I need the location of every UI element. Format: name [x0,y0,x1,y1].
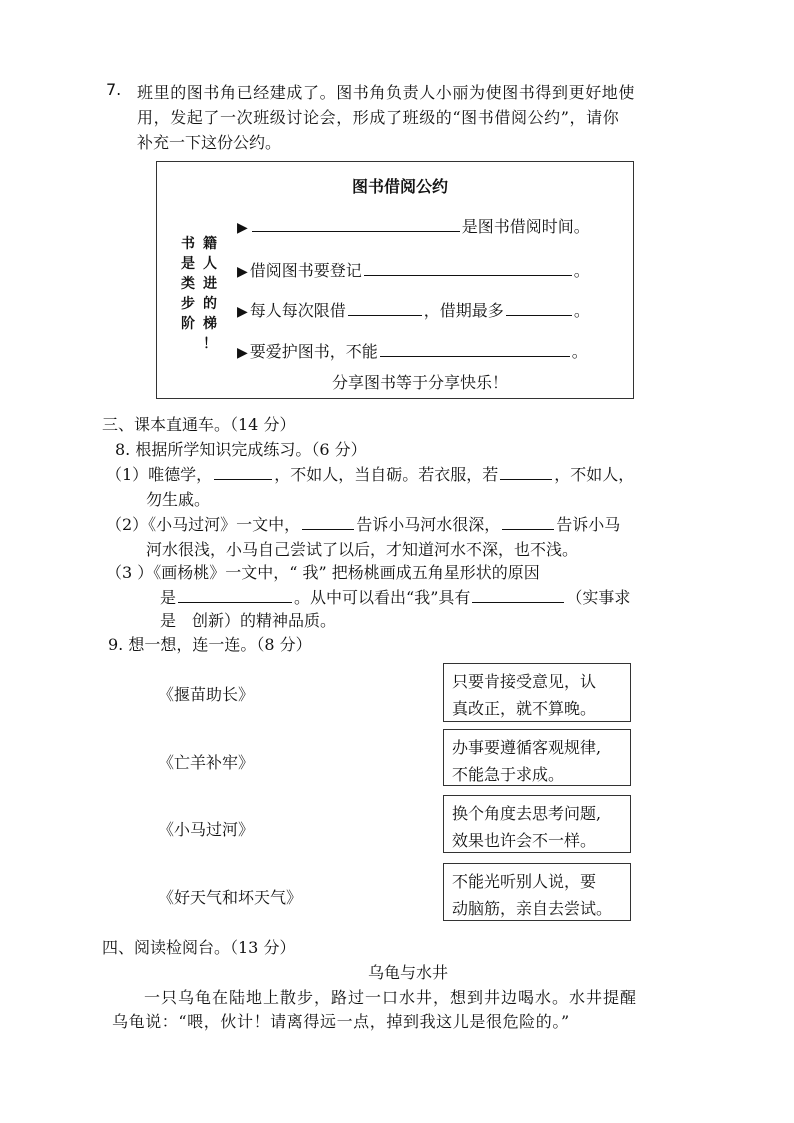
borrowing-rules-footer: 分享图书等于分享快乐！ [332,373,509,392]
q8-2-part-a: （2）《小马过河》一文中， [106,515,301,534]
borrowing-rules-box [156,161,634,399]
match-right-box[interactable] [443,729,631,786]
question-8-2-line-2: 河水很浅，小马自己尝试了以后，才知道河水不深，也不浅。 [146,540,579,559]
bullet-icon: ▶ [237,220,248,236]
fill-blank[interactable] [348,314,422,316]
q8-1-part-a: （1）唯德学， [106,465,213,484]
match-right-line: 效果也许会不一样。 [452,831,597,850]
fill-blank[interactable] [364,274,572,276]
fill-blank[interactable] [506,314,572,316]
question-8-3-line-2 [160,585,630,608]
fill-blank[interactable] [178,601,292,603]
rule-item-4-prefix: 要爱护图书，不能 [249,342,378,361]
rule-item-2-prefix: 借阅图书要登记 [249,261,362,280]
question-8-title: 8. 根据所学知识完成练习。（6 分） [115,440,367,459]
rule-item-4 [237,339,588,362]
match-right-box[interactable] [443,663,631,722]
match-right-line: 办事要遵循客观规律, [452,738,602,757]
question-8-2-line-1 [106,512,620,535]
q8-3-part-d: （实事求 [566,588,631,607]
question-7-line-2: 用，发起了一次班级讨论会，形成了班级的“图书借阅公约”，请你 [137,108,620,127]
rule-item-3-mid: ，借期最多 [423,301,504,320]
question-9-title: 9. 想一想，连一连。（8 分） [108,635,312,654]
question-8-1-line-1 [106,462,634,485]
rule-item-1-suffix: 是图书借阅时间。 [461,217,590,236]
fill-blank[interactable] [380,355,570,357]
match-left-item[interactable]: 《好天气和坏天气》 [158,888,303,907]
period: 。 [573,261,590,280]
fill-blank[interactable] [502,528,554,530]
match-left-item[interactable]: 《亡羊补牢》 [158,753,255,772]
question-7-number: 7. [106,80,122,99]
rule-item-2 [237,258,590,281]
question-8-1-line-2: 勿生戚。 [146,490,211,509]
borrowing-rules-title: 图书借阅公约 [352,177,449,196]
q8-1-part-b: ，不如人，当自砺。若衣服，若 [274,465,499,484]
match-right-line: 不能急于求成。 [452,765,565,784]
match-right-line: 换个角度去思考问题, [452,804,602,823]
story-paragraph-line-2: 乌龟说：“喂，伙计！请离得远一点，掉到我这儿是很危险的。” [112,1012,570,1031]
question-8-3-line-3: 是 创新）的精神品质。 [160,611,337,630]
side-slogan-col-left: 书 是 类 步 阶 [181,236,195,332]
q8-2-part-b: 告诉小马河水很深， [356,515,501,534]
match-right-box[interactable] [443,795,631,853]
q8-2-part-c: 告诉小马 [556,515,621,534]
side-slogan-col-right: 籍 人 进 的 梯 ！ [203,236,217,352]
bullet-icon: ▶ [237,304,248,320]
section-3-title: 三、课本直通车。（14 分） [102,415,296,434]
match-left-item[interactable]: 《小马过河》 [158,820,255,839]
q8-3-part-c: 。从中可以看出“我”具有 [294,588,471,607]
fill-blank[interactable] [472,601,564,603]
match-right-line: 动脑筋，亲自去尝试。 [452,899,613,918]
period: 。 [571,342,588,361]
match-right-box[interactable] [443,863,631,921]
question-8-3-line-1: （3 ）《画杨桃》一文中，“ 我” 把杨桃画成五角星形状的原因 [106,563,540,582]
q8-3-part-b: 是 [160,588,177,607]
bullet-icon: ▶ [237,264,248,280]
question-7-line-3: 补充一下这份公约。 [137,133,282,152]
match-right-line: 只要肯接受意见，认 [452,672,597,691]
story-paragraph-line-1: 一只乌龟在陆地上散步，路过一口水井，想到井边喝水。水井提醒 [144,988,638,1007]
question-7-line-1: 班里的图书角已经建成了。图书角负责人小丽为使图书得到更好地使 [137,83,636,102]
match-left-item[interactable]: 《揠苗助长》 [158,685,255,704]
rule-item-3-prefix: 每人每次限借 [249,301,346,320]
fill-blank[interactable] [500,478,552,480]
rule-item-1 [237,214,590,237]
match-right-line: 真改正，就不算晚。 [452,699,597,718]
story-title: 乌龟与水井 [368,963,449,982]
match-right-line: 不能光听别人说，要 [452,872,597,891]
bullet-icon: ▶ [237,345,248,361]
rule-item-3 [237,298,590,321]
section-4-title: 四、阅读检阅台。（13 分） [102,938,296,957]
period: 。 [573,301,590,320]
fill-blank[interactable] [302,528,354,530]
fill-blank[interactable] [214,478,272,480]
q8-1-part-c: ，不如人， [554,465,635,484]
fill-blank[interactable] [252,230,460,232]
